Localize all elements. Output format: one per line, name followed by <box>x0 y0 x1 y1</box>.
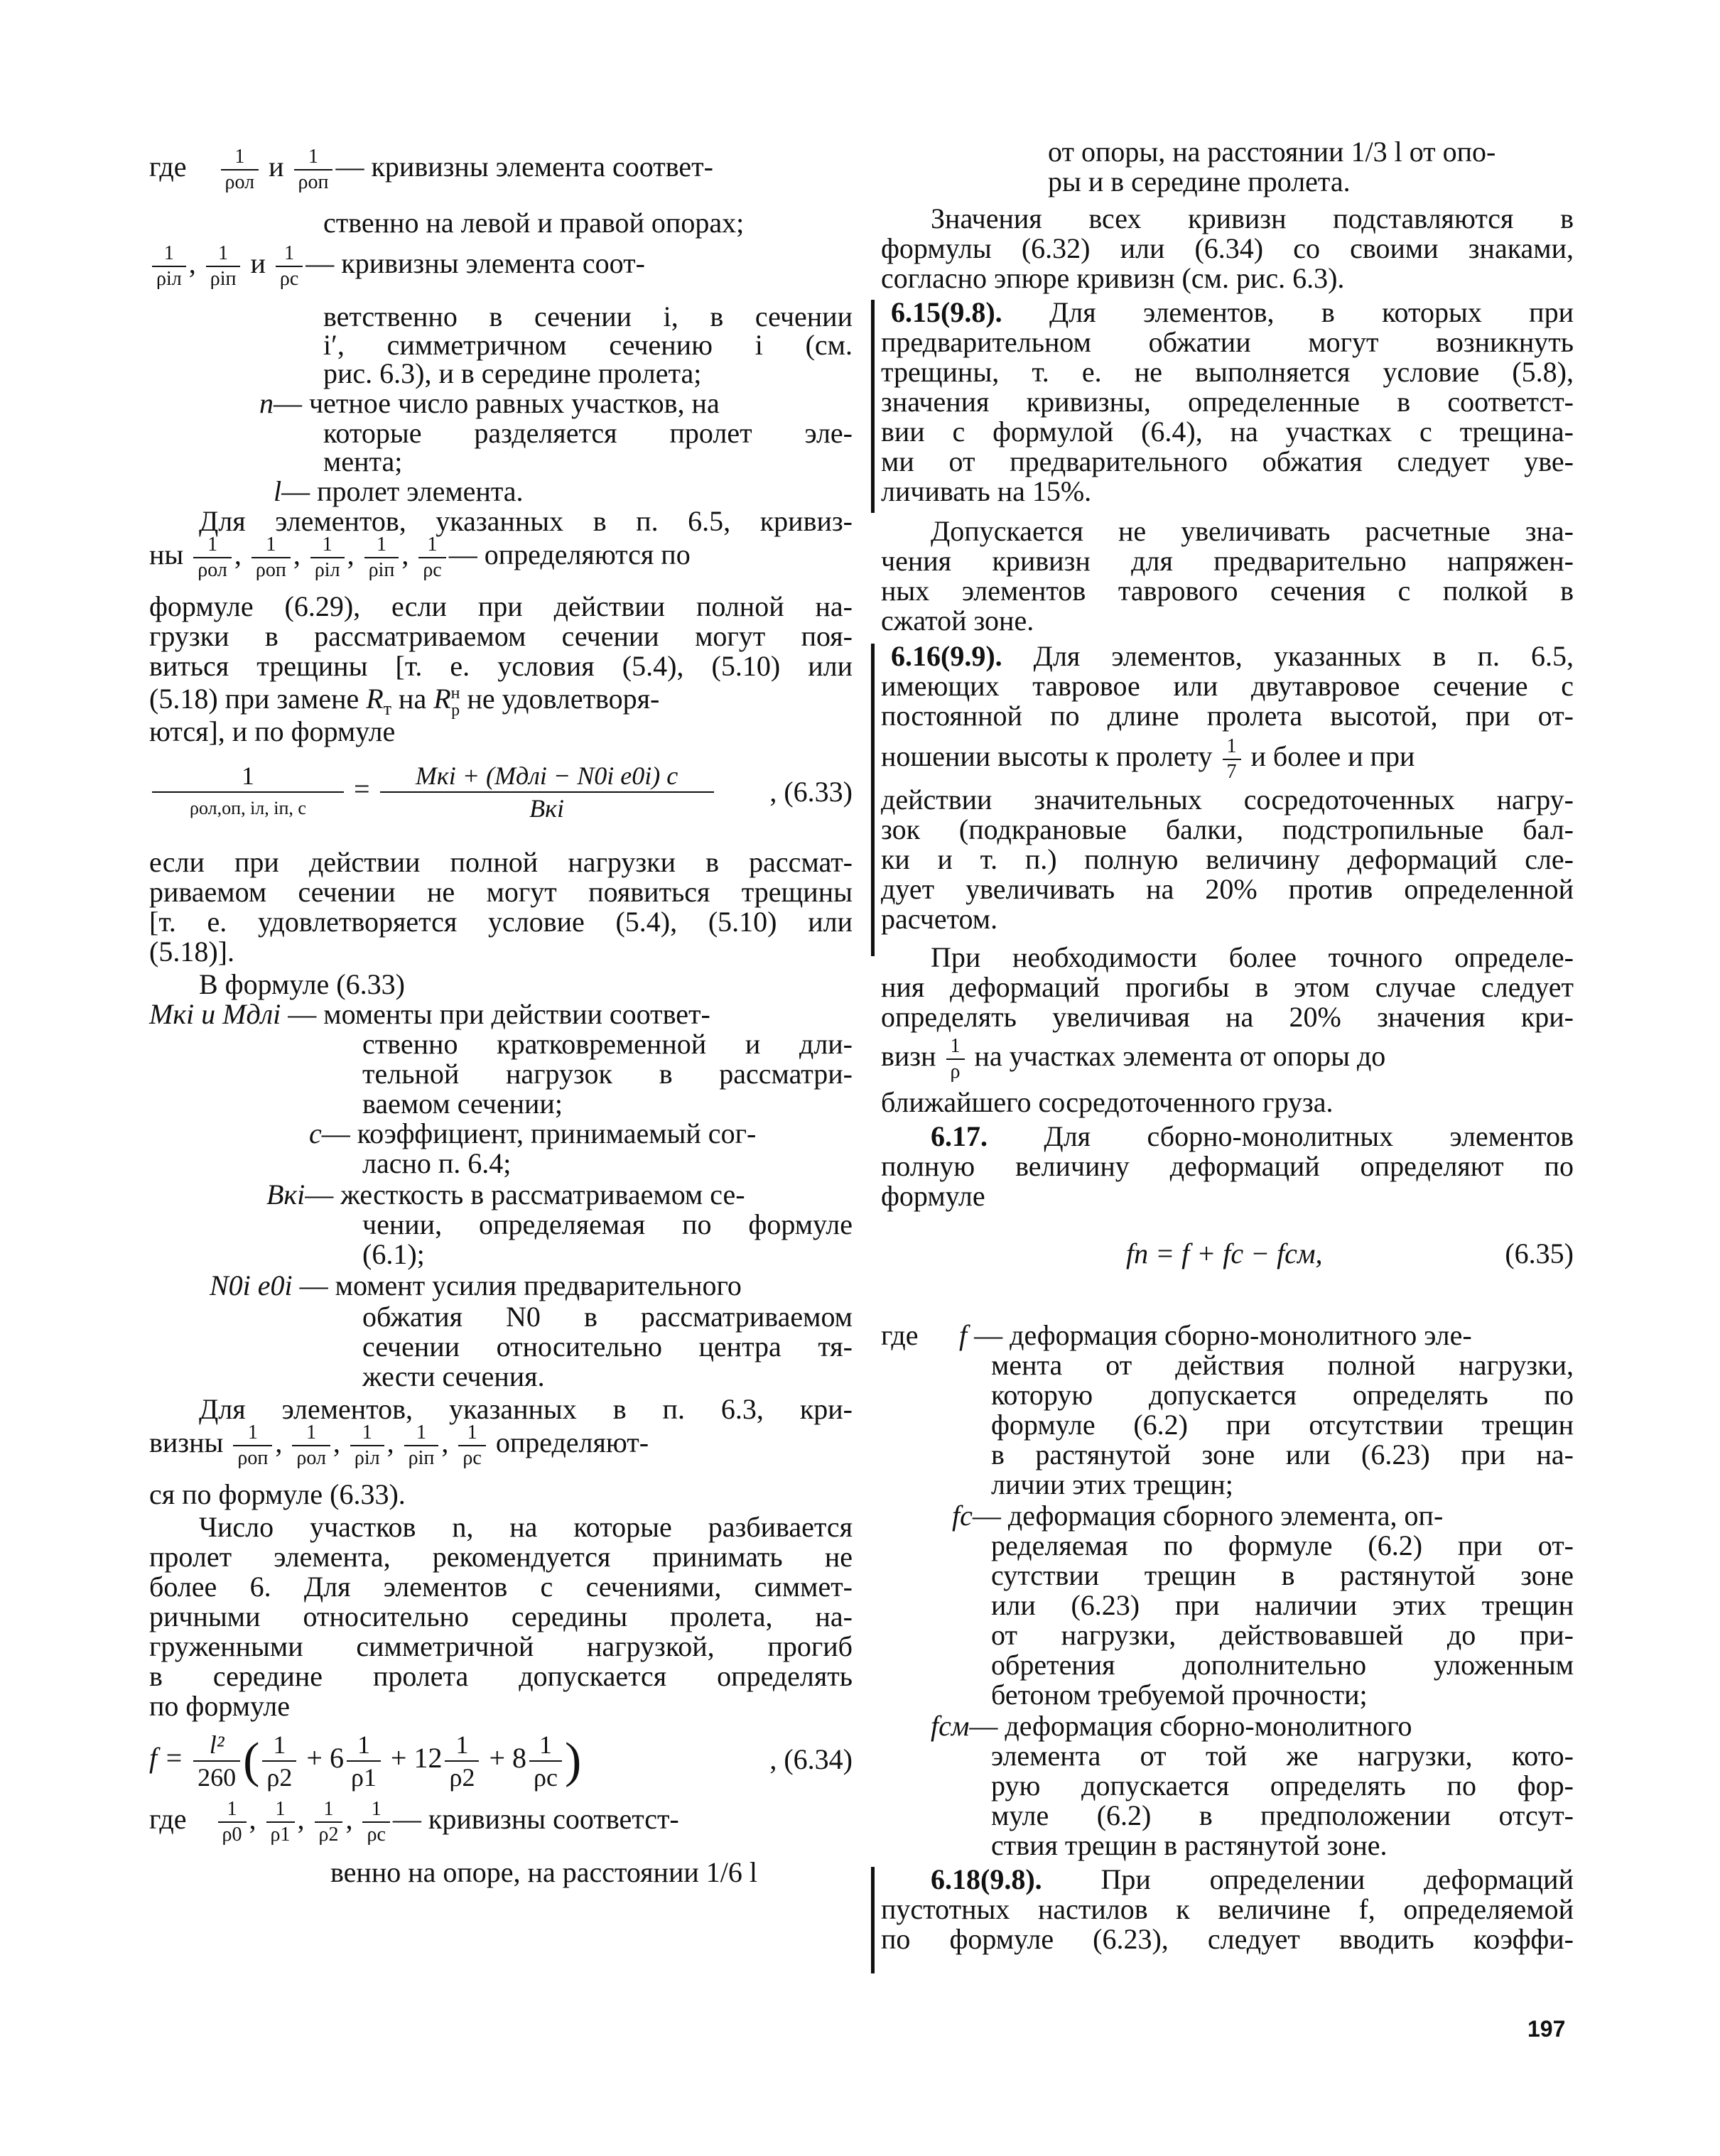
line: полную величину деформаций определяют по <box>881 1150 1574 1182</box>
line: При необходимости более точного определе- <box>931 941 1574 973</box>
line: рую допускается определять по фор- <box>991 1770 1574 1802</box>
line: венно на опоре, на расстоянии 1/6 l <box>330 1856 757 1888</box>
line: действии значительных сосредоточенных нагру- <box>881 784 1574 816</box>
line: ваемом сечении; <box>362 1088 563 1120</box>
line: имеющих тавровое или двутавровое сечение с <box>881 670 1574 702</box>
line: l— пролет элемента. <box>274 475 524 507</box>
line: формуле (6.29), если при действии полной на- <box>149 590 853 622</box>
line: муле (6.2) в предположении отсут- <box>991 1799 1574 1831</box>
line: формулы (6.32) или (6.34) со своими знаками, <box>881 232 1574 264</box>
fraction: $\frac{1}{\text{ρiл}}$ <box>310 533 345 583</box>
line: ласно п. 6.4; <box>362 1147 512 1179</box>
line: обжатия N0 в рассматриваемом <box>362 1301 853 1333</box>
line: ственно на левой и правой опорах; <box>323 207 745 239</box>
fraction: $\frac{1}{\rho 0}$ <box>218 1797 247 1847</box>
line: ются], и по формуле <box>149 715 396 747</box>
line: В формуле (6.33) <box>199 968 405 1000</box>
line: ближайшего сосредоточенного груза. <box>881 1086 1334 1118</box>
line: постоянной по длине пролета высотой, при от- <box>881 700 1574 732</box>
definition: Mкi и Mдлi — моменты при действии соответ- <box>149 998 710 1030</box>
line: ны $\frac{1}{\text{ρол}}$ , $\frac{1}{\text{ρоп}}$ , $\frac{1}{\text{ρiл}}$ , $\frac{1}{\text{ρiп}}$ , $\frac{1}{\rho c}$ — определяются по <box>149 533 691 581</box>
line: предварительном обжатии могут возникнуть <box>881 326 1574 358</box>
line: ся по формуле (6.33). <box>149 1478 406 1510</box>
section-heading: 6.15(9.8). Для элементов, в которых при <box>891 296 1574 328</box>
line: ми от предварительного обжатия следует уве- <box>881 445 1574 477</box>
line: где $\frac{1}{\rho 0}$ , $\frac{1}{\rho 1}$ , $\frac{1}{\rho 2}$ , $\frac{1}{\rho c}$ — кривизны соответст- <box>149 1798 679 1846</box>
line: формуле <box>881 1180 985 1212</box>
fraction: $\frac{1}{\text{ρоп}}$ <box>233 1421 272 1470</box>
fraction: $\frac{1}{\rho}$ <box>946 1034 965 1084</box>
line: дует увеличивать на 20% против определенной <box>881 873 1574 905</box>
line: ственно кратковременной и дли- <box>362 1028 853 1060</box>
line: вии с формулой (6.4), на участках с трещина- <box>881 416 1574 448</box>
line: i′, симметричном сечению i (см. <box>323 329 853 361</box>
line: груженными симметричной нагрузкой, прогиб <box>149 1630 853 1662</box>
line: Для элементов, указанных в п. 6.5, кривиз- <box>199 505 853 537</box>
margin-rule <box>871 1867 875 1973</box>
line: значения кривизны, определенные в соответст- <box>881 386 1574 418</box>
line: личии этих трещин; <box>991 1468 1233 1500</box>
line: (5.18)]. <box>149 936 234 968</box>
line: по формуле (6.23), следует вводить коэффи- <box>881 1923 1574 1955</box>
line: трещины, т. е. не выполняется условие (5.8), <box>881 356 1574 388</box>
fraction: $\frac{1}{\text{ρоп}}$ <box>251 533 291 583</box>
line: ветственно в сечении i, в сечении <box>323 300 853 332</box>
line: в середине пролета допускается определять <box>149 1660 853 1692</box>
line: визн $\frac{1}{\rho}$ на участках элемента от опоры до <box>881 1035 1386 1083</box>
line: Допускается не увеличивать расчетные зна- <box>931 515 1574 547</box>
line: ки и т. п.) полную величину деформаций сле- <box>881 843 1574 875</box>
equation-number: , (6.33) <box>769 776 853 808</box>
line: [т. е. удовлетворяется условие (5.4), (5.10) или <box>149 906 853 938</box>
margin-rule <box>871 644 875 956</box>
line: сечении относительно центра тя- <box>362 1331 853 1363</box>
line: мента; <box>323 445 403 477</box>
formula-6-34: f = $\frac{\text{l²}}{260}$ ( $\frac{1}{\rho 2}$ + 6 $\frac{1}{\rho 1}$ + 12 $\frac{1}{\rho 2}$ + 8 $\frac{1}{\rho c}$ ) <box>149 1730 582 1792</box>
line: ношении высоты к пролету $\frac{1}{7}$ и более и при <box>881 735 1415 783</box>
line: если при действии полной нагрузки в рассмат- <box>149 846 853 878</box>
line: от нагрузки, действовавшей до при- <box>991 1619 1574 1651</box>
line: пустотных настилов к величине f, определяемой <box>881 1893 1574 1925</box>
fraction: $\frac{1}{\text{ρiп}}$ <box>404 1421 439 1470</box>
line: жести сечения. <box>362 1360 545 1392</box>
equation-number: , (6.34) <box>769 1743 853 1775</box>
line: мента от действия полной нагрузки, <box>991 1349 1574 1381</box>
fraction: $\frac{1}{\text{ρiп}}$ <box>364 533 399 583</box>
line: по формуле <box>149 1690 290 1722</box>
line: зок (подкрановые балки, подстропильные бал- <box>881 813 1574 845</box>
section-heading: 6.18(9.8). При определении деформаций <box>931 1863 1574 1895</box>
line: более 6. Для элементов с сечениями, симмет- <box>149 1571 853 1603</box>
line: ределяемая по формуле (6.2) при от- <box>991 1529 1574 1561</box>
line: n— четное число равных участков, на <box>259 387 720 419</box>
line: в растянутой зоне или (6.23) при на- <box>991 1439 1574 1470</box>
line: чения кривизн для предварительно напряжен- <box>881 545 1574 577</box>
line: Число участков n, на которые разбивается <box>199 1511 853 1543</box>
definition: fс— деформация сборного элемента, оп- <box>952 1500 1444 1532</box>
page-number: 197 <box>1527 2016 1566 2042</box>
fraction: $\frac{1}{\rho c}$ <box>276 242 303 291</box>
line: тельной нагрузок в рассматри- <box>362 1058 853 1090</box>
line: расчетом. <box>881 903 998 935</box>
line: ричными относительно середины пролета, на- <box>149 1600 853 1632</box>
definition: N0i e0i — момент усилия предварительного <box>210 1269 742 1301</box>
definition: fсм— деформация сборно-монолитного <box>931 1710 1412 1742</box>
line: Значения всех кривизн подставляются в <box>931 202 1574 234</box>
line: формуле (6.2) при отсутствии трещин <box>991 1409 1574 1441</box>
line: виться трещины [т. е. условия (5.4), (5.10) или <box>149 650 853 682</box>
fraction: $\frac{1}{\text{ρол}}$ <box>193 533 232 583</box>
line: личивать на 15%. <box>881 475 1092 507</box>
margin-rule <box>871 300 875 513</box>
line: которые разделяется пролет эле- <box>323 417 853 449</box>
definition: c— коэффициент, принимаемый сог- <box>309 1117 757 1149</box>
line: сжатой зоне. <box>881 605 1034 636</box>
line: бетоном требуемой прочности; <box>991 1679 1368 1711</box>
line: риваемом сечении не могут появиться трещины <box>149 876 853 908</box>
line: где <box>881 1319 919 1351</box>
fraction: $\frac{1}{\rho c}$ <box>458 1421 485 1470</box>
line: пролет элемента, рекомендуется принимать не <box>149 1541 853 1573</box>
line: сутствии трещин в растянутой зоне <box>991 1559 1574 1591</box>
line: где $\frac{1}{\text{ρол}}$ и $\frac{1}{\text{ρоп}}$ — кривизны элемента соответ- <box>149 146 713 193</box>
section-heading: 6.16(9.9). Для элементов, указанных в п. 6.5, <box>891 640 1574 672</box>
fraction: $\frac{1}{7}$ <box>1223 735 1241 784</box>
line: согласно эпюре кривизн (см. рис. 6.3). <box>881 262 1345 294</box>
equation-number: (6.35) <box>1505 1237 1574 1269</box>
line: ствия трещин в растянутой зоне. <box>991 1829 1388 1861</box>
line: (5.18) при замене $R_т$ на R н р не удовлетворя- <box>149 683 660 720</box>
fraction: $\frac{1}{\text{ρiл}}$ <box>152 242 186 291</box>
line: чении, определяемая по формуле <box>362 1208 853 1240</box>
line: элемента от той же нагрузки, кото- <box>991 1740 1574 1772</box>
line: визны $\frac{1}{\text{ρоп}}$ , $\frac{1}{\text{ρол}}$ , $\frac{1}{\text{ρiл}}$ , $\frac{1}{\text{ρiп}}$ , $\frac{1}{\rho c}$ определяют- <box>149 1421 649 1469</box>
fraction: $\frac{1}{\rho 1}$ <box>266 1797 295 1847</box>
line: ния деформаций прогибы в этом случае следует <box>881 971 1574 1003</box>
fraction: $\frac{1}{\text{ρол}}$ <box>221 145 259 195</box>
fraction: $\frac{1}{\text{ρiл}}$ <box>350 1421 384 1470</box>
fraction: $\frac{1}{\text{ρоп}}$ <box>294 145 333 195</box>
fraction: $\frac{1}{\rho c}$ <box>418 533 445 583</box>
line: обретения дополнительно уложенным <box>991 1649 1574 1681</box>
fraction: $\frac{1}{\rho 2}$ <box>315 1797 343 1847</box>
definition: Bкi— жесткость в рассматриваемом се- <box>266 1179 745 1210</box>
line: которую допускается определять по <box>991 1379 1574 1411</box>
formula-6-35: fп = f + fс − fсм, <box>1126 1237 1323 1269</box>
line: ных элементов таврового сечения с полкой в <box>881 575 1574 607</box>
line: грузки в рассматриваемом сечении могут поя- <box>149 620 853 652</box>
line: Для элементов, указанных в п. 6.3, кри- <box>199 1393 853 1425</box>
line: рис. 6.3), и в середине пролета; <box>323 357 702 389</box>
fraction: $\frac{1}{\rho c}$ <box>362 1797 389 1847</box>
line: определять увеличивая на 20% значения кри- <box>881 1001 1574 1033</box>
fraction: $\frac{1}{\text{ρол}}$ <box>292 1421 330 1470</box>
line: (6.1); <box>362 1238 425 1270</box>
line: $\frac{1}{\text{ρiл}}$ , $\frac{1}{\text{ρiп}}$ и $\frac{1}{\rho c}$ — кривизны элемента соот- <box>149 242 645 291</box>
definition: f — деформация сборно-монолитного эле- <box>959 1319 1472 1351</box>
line: или (6.23) при наличии этих трещин <box>991 1589 1574 1621</box>
section-heading: 6.17. Для сборно-монолитных элементов <box>931 1120 1574 1152</box>
line: ры и в середине пролета. <box>1048 166 1351 197</box>
fraction: $\frac{1}{\text{ρiп}}$ <box>206 242 241 291</box>
formula-6-33: $\frac{1}{\text{ρол,оп, iл, iп, с}}$ = $\frac{\text{Mкi + (Mдлi − N0i e0i) c}}{\text{Bкi}}$ <box>149 760 717 824</box>
line: от опоры, на расстоянии 1/3 l от опо- <box>1048 136 1496 168</box>
